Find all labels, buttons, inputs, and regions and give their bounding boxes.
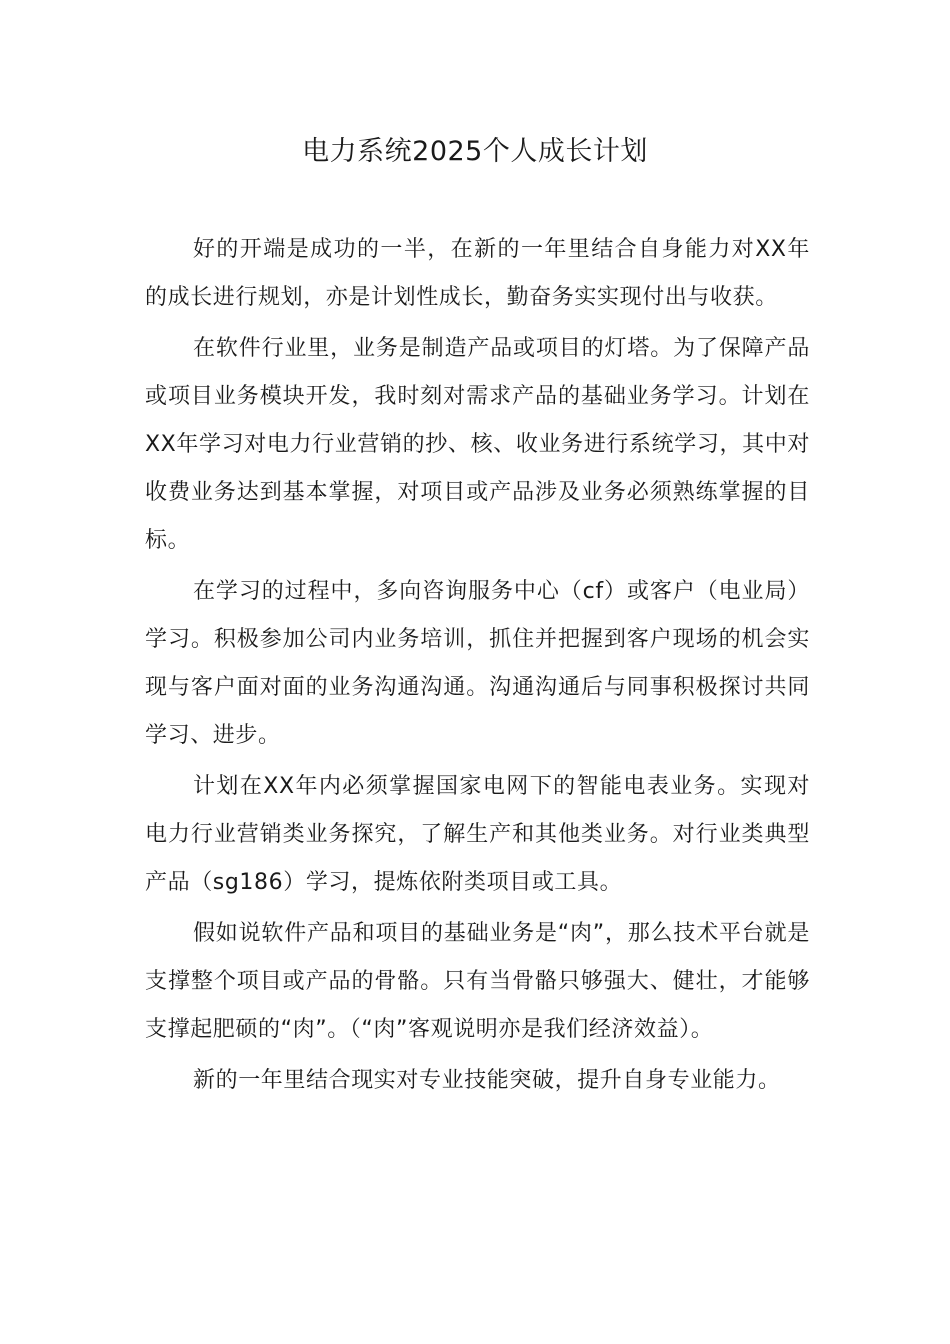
paragraph-technology-platform: 假如说软件产品和项目的基础业务是“肉”，那么技术平台就是支撑整个项目或产品的骨骼。只有当骨骼只够强大、健壮，才能够支撑起肥硕的“肉”。（“肉”客观说明亦是我们经济效益）。	[145, 921, 810, 1042]
paragraph-intro: 好的开端是成功的一半，在新的一年里结合自身能力对XX年的成长进行规划，亦是计划性成长，勤奋务实实现付出与收获。	[145, 237, 810, 310]
paragraph-skill-breakthrough: 新的一年里结合现实对专业技能突破，提升自身专业能力。	[193, 1068, 781, 1093]
paragraph-smart-meter: 计划在XX年内必须掌握国家电网下的智能电表业务。实现对电力行业营销类业务探究，了解生产和其他类业务。对行业类典型产品（sg186）学习，提炼依附类项目或工具。	[145, 774, 810, 895]
paragraph-consulting: 在学习的过程中，多向咨询服务中心（cf）或客户（电业局）学习。积极参加公司内业务培训，抓住并把握到客户现场的机会实现与客户面对面的业务沟通沟通。沟通沟通后与同事积极探讨共同学习、进步。	[145, 579, 810, 748]
paragraph-business-learning: 在软件行业里，业务是制造产品或项目的灯塔。为了保障产品或项目业务模块开发，我时刻对需求产品的基础业务学习。计划在XX年学习对电力行业营销的抄、核、收业务进行系统学习，其中对收费业务达到基本掌握，对项目或产品涉及业务必须熟练掌握的目标。	[145, 336, 810, 553]
document-body	[145, 226, 810, 1108]
document-title: 电力系统2025个人成长计划	[302, 136, 648, 167]
